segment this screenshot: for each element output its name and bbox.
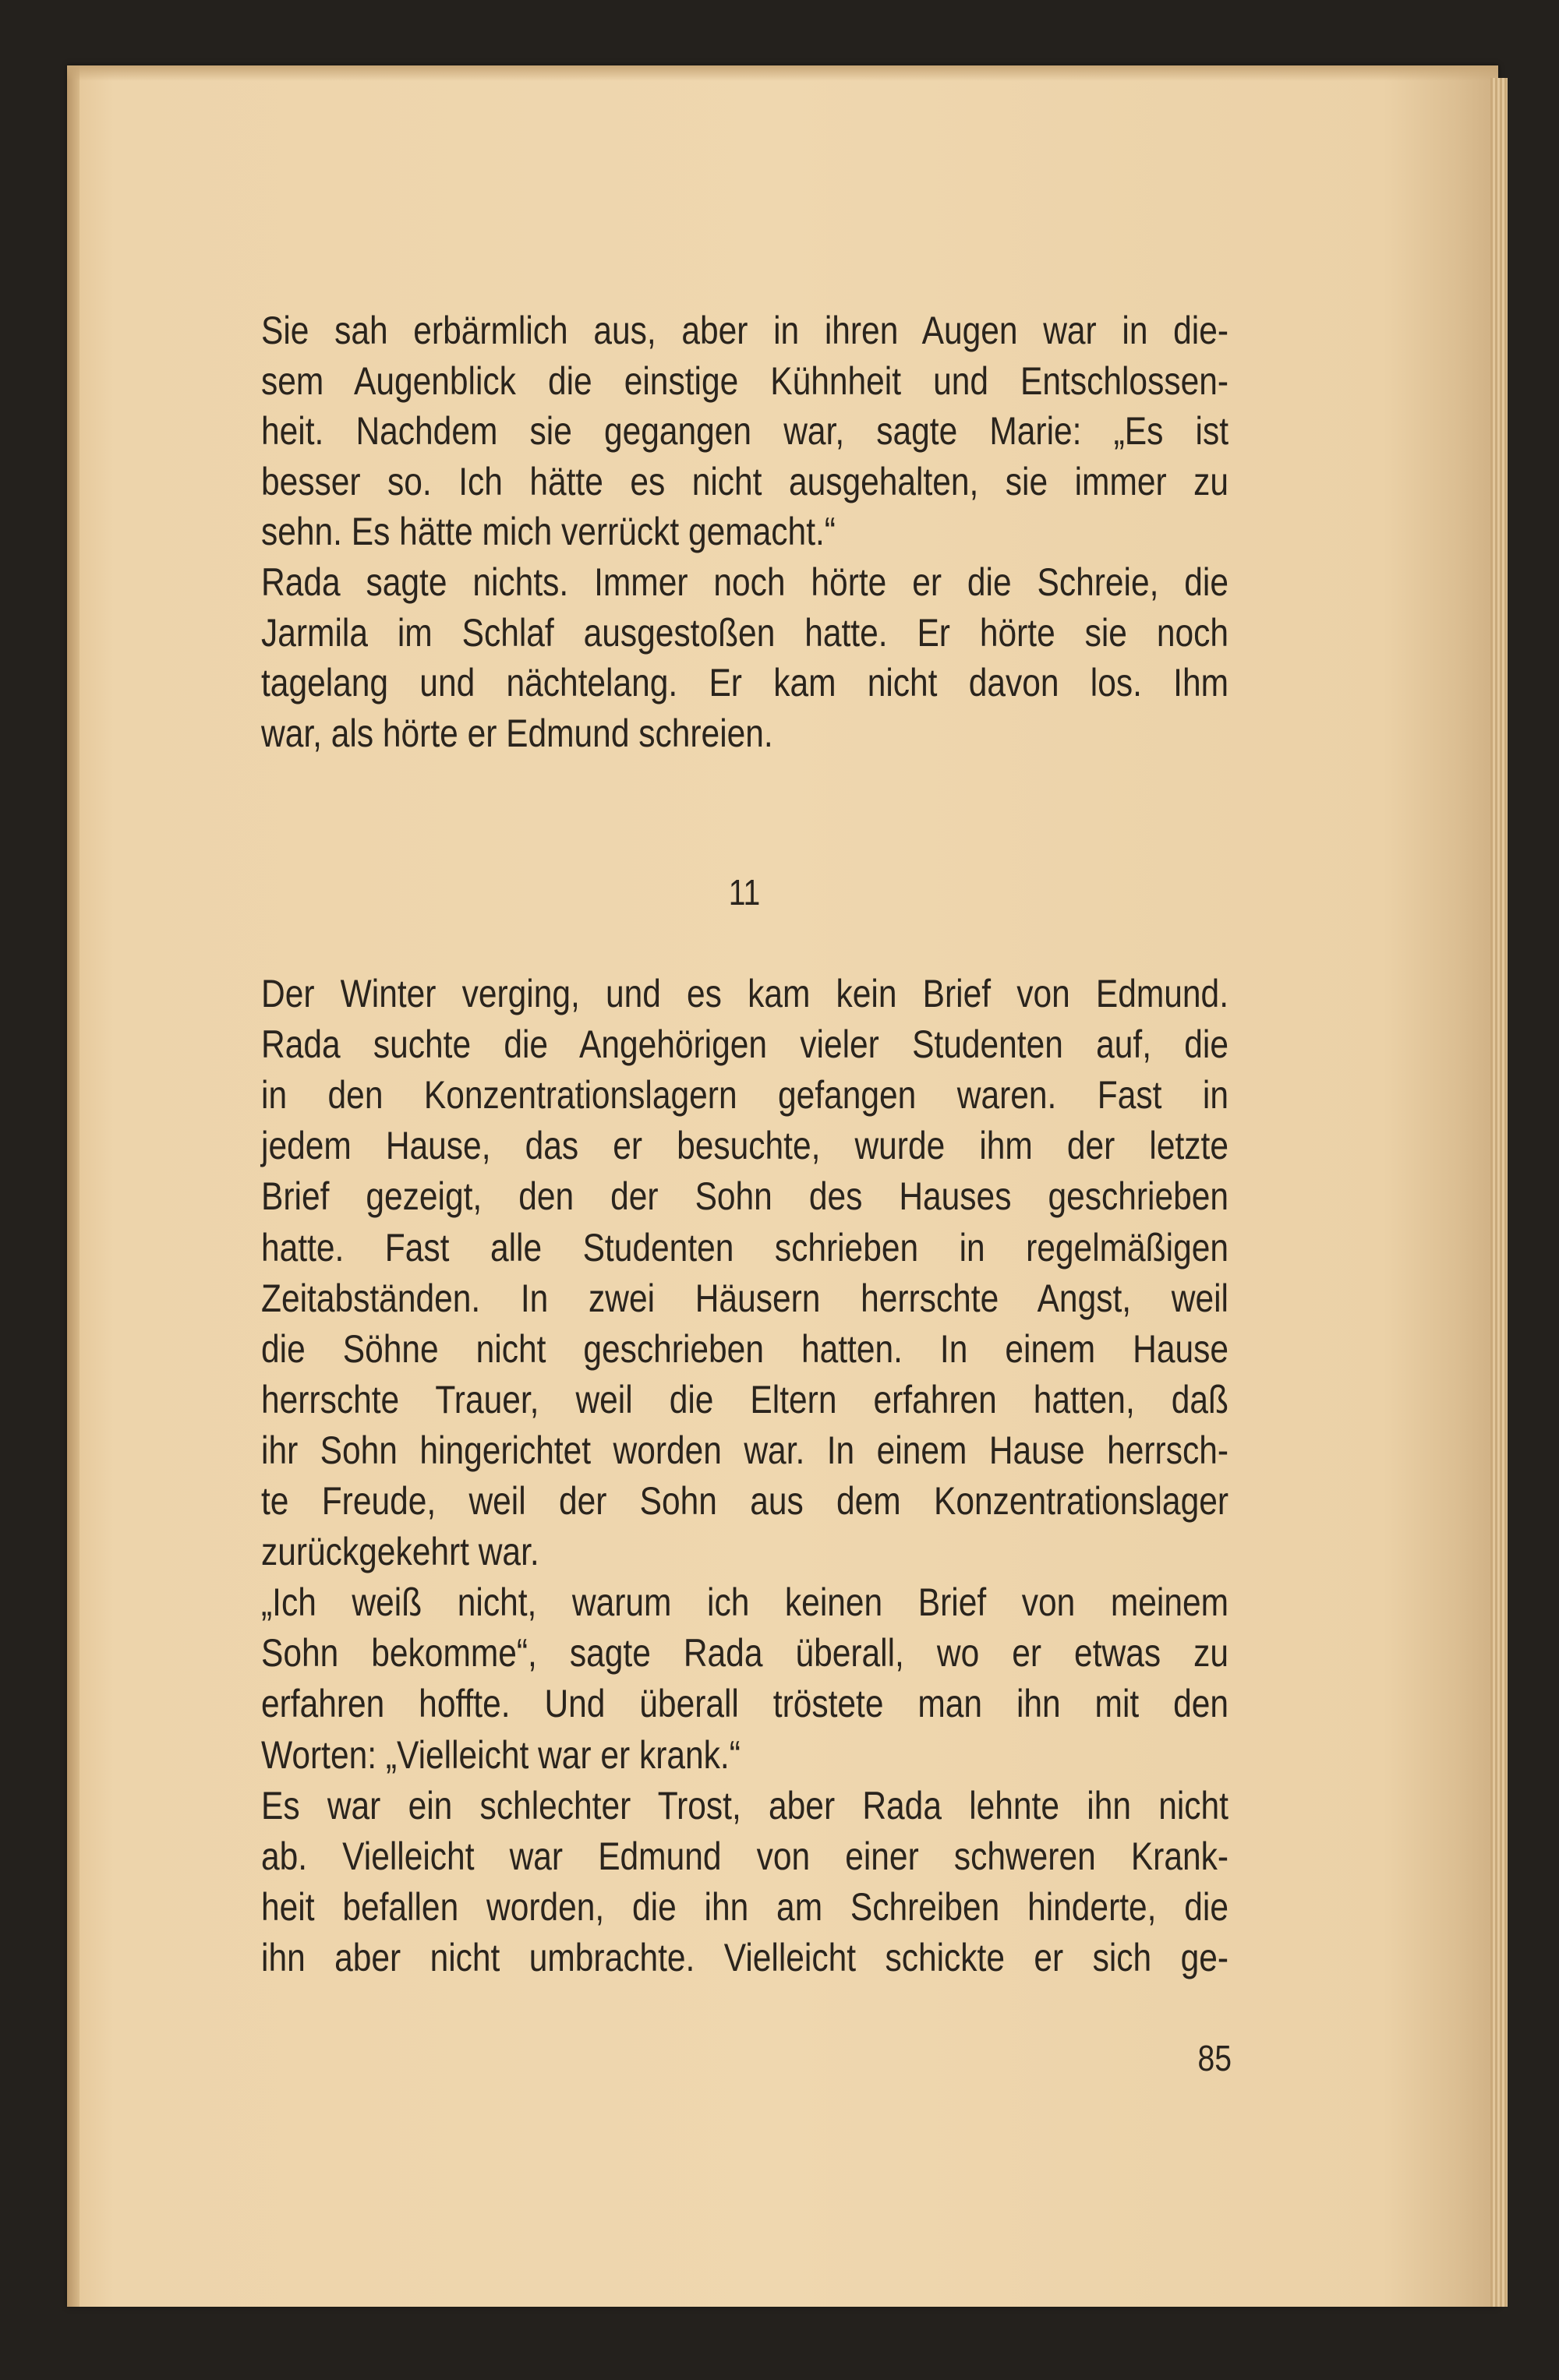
text-line: erfahren hoffte. Und überall tröstete man ihn mit den [261, 1682, 1228, 1726]
page-stack-edges [1490, 78, 1508, 2307]
text-line: tagelang und nächtelang. Er kam nicht davon los. Ihm [261, 661, 1228, 705]
text-line: ihr Sohn hingerichtet worden war. In einem Hause herrsch- [261, 1428, 1228, 1472]
chapter-number: 11 [728, 872, 761, 913]
text-line: in den Konzentrationslagern gefangen waren. Fast in [261, 1073, 1228, 1118]
text-line: besser so. Ich hätte es nicht ausgehalten, sie immer zu [261, 459, 1228, 503]
text-line: Rada sagte nichts. Immer noch hörte er die Schreie, die [261, 560, 1228, 604]
text-line: sem Augenblick die einstige Kühnheit und Entschlossen- [261, 358, 1228, 403]
page-number: 85 [1197, 2038, 1232, 2078]
text-line: Sohn bekomme“, sagte Rada überall, wo er etwas zu [261, 1631, 1228, 1676]
text-line: heit. Nachdem sie gegangen war, sagte Marie: „Es ist [261, 409, 1228, 454]
text-line: herrschte Trauer, weil die Eltern erfahren hatten, daß [261, 1377, 1228, 1421]
text-line: hatte. Fast alle Studenten schrieben in regelmäßigen [261, 1225, 1228, 1269]
text-line: war, als hörte er Edmund schreien. [261, 711, 773, 755]
text-line: heit befallen worden, die ihn am Schreiben hinderte, die [261, 1884, 1228, 1929]
text-line: ihn aber nicht umbrachte. Vielleicht schickte er sich ge- [261, 1935, 1228, 1979]
page-top-shadow [67, 65, 1498, 81]
text-line: ab. Vielleicht war Edmund von einer schweren Krank- [261, 1834, 1228, 1878]
text-line: te Freude, weil der Sohn aus dem Konzentrationslager [261, 1479, 1228, 1523]
text-line: Rada suchte die Angehörigen vieler Studenten auf, die [261, 1022, 1228, 1067]
text-line: Zeitabständen. In zwei Häusern herrschte Angst, weil [261, 1276, 1228, 1320]
text-line: sehn. Es hätte mich verrückt gemacht.“ [261, 510, 836, 554]
text-line: Der Winter verging, und es kam kein Brief von Edmund. [261, 972, 1228, 1015]
text-line: zurückgekehrt war. [261, 1530, 539, 1574]
page-binding-edge [67, 65, 80, 2307]
text-line: Worten: „Vielleicht war er krank.“ [261, 1732, 741, 1777]
text-line: die Söhne nicht geschrieben hatten. In einem Hause [261, 1326, 1228, 1371]
text-line: Brief gezeigt, den der Sohn des Hauses geschrieben [261, 1174, 1228, 1219]
text-line: „Ich weiß nicht, warum ich keinen Brief von meinem [261, 1580, 1228, 1625]
text-line: jedem Hause, das er besuchte, wurde ihm der letzte [261, 1124, 1228, 1168]
text-line: Es war ein schlechter Trost, aber Rada lehnte ihn nicht [261, 1783, 1228, 1827]
text-line: Jarmila im Schlaf ausgestoßen hatte. Er hörte sie noch [261, 610, 1228, 655]
text-line: Sie sah erbärmlich aus, aber in ihren Augen war in die- [261, 309, 1228, 352]
